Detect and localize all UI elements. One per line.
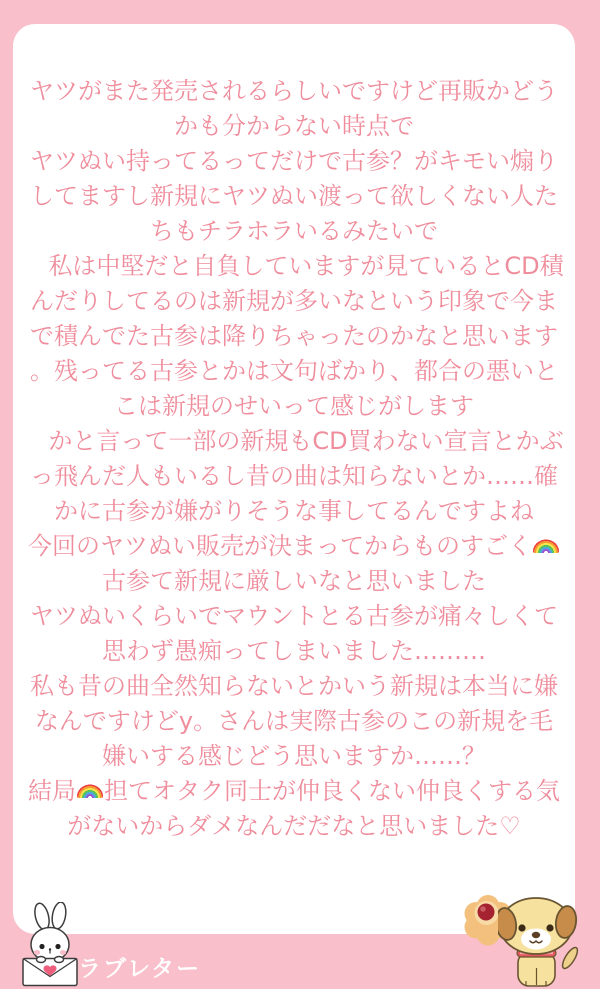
letter-line: 思わず愚痴ってしまいました……… [102,637,486,665]
letter-card [13,24,575,934]
letter-line: 今回のヤツぬい販売が決まってからものすごく [23,529,565,564]
dog-icon [498,896,584,989]
letter-body [23,74,565,844]
letter-line: 古参て新規に厳しいなと思いました [102,567,486,595]
letter-line: んだりしてるのは新規が多いなという印象で今ま [30,287,558,315]
letter-line: 私は中堅だと自負していますが見ているとCD積 [24,252,564,280]
rabbit-envelope-icon [20,902,80,988]
letter-line: かと言って一部の新規もCD買わない宣言とかぶ [24,427,564,455]
letter-line: 私も昔の曲全然知らないとかいう新規は本当に嫌 [30,672,558,700]
letter-line: なんですけどy。さんは実際古参のこの新規を毛 [34,707,554,735]
letter-line: こは新規のせいって感じがします [114,392,474,420]
letter-line: ちもチラホラいるみたいで [150,217,438,245]
letter-line: かも分からない時点で [174,112,414,140]
letter-line: 嫌いする感じどう思いますか……？ [102,742,486,770]
letter-line: 結局 担てオタク同士が仲良くない仲良くする気 [28,777,560,805]
letter-line: がないからダメなんだだなと思いました♡ [67,812,521,840]
letter-line: っ飛んだ人もいるし昔の曲は知らないとか……確 [30,462,558,490]
rainbow-emoji [77,784,103,798]
letter-line: かに古参が嫌がりそうな事してるんですよね [54,497,534,525]
letter-line: で積んでた古参は降りちゃったのかなと思います [30,322,558,350]
letter-line: 。残ってる古参とかは文句ばかり、都合の悪いと [30,357,558,385]
letter-line: ヤツぬい持ってるってだけで古参？がキモい煽り [30,147,558,175]
footer-label: ラブレター [78,956,202,982]
letter-line: ヤツがまた発売されるらしいですけど再販かどう [30,77,558,105]
rainbow-emoji [533,539,559,553]
letter-line: してますし新規にヤツぬい渡って欲しくない人た [30,182,558,210]
letter-line: ヤツぬいくらいでマウントとる古参が痛々しくて [30,602,558,630]
